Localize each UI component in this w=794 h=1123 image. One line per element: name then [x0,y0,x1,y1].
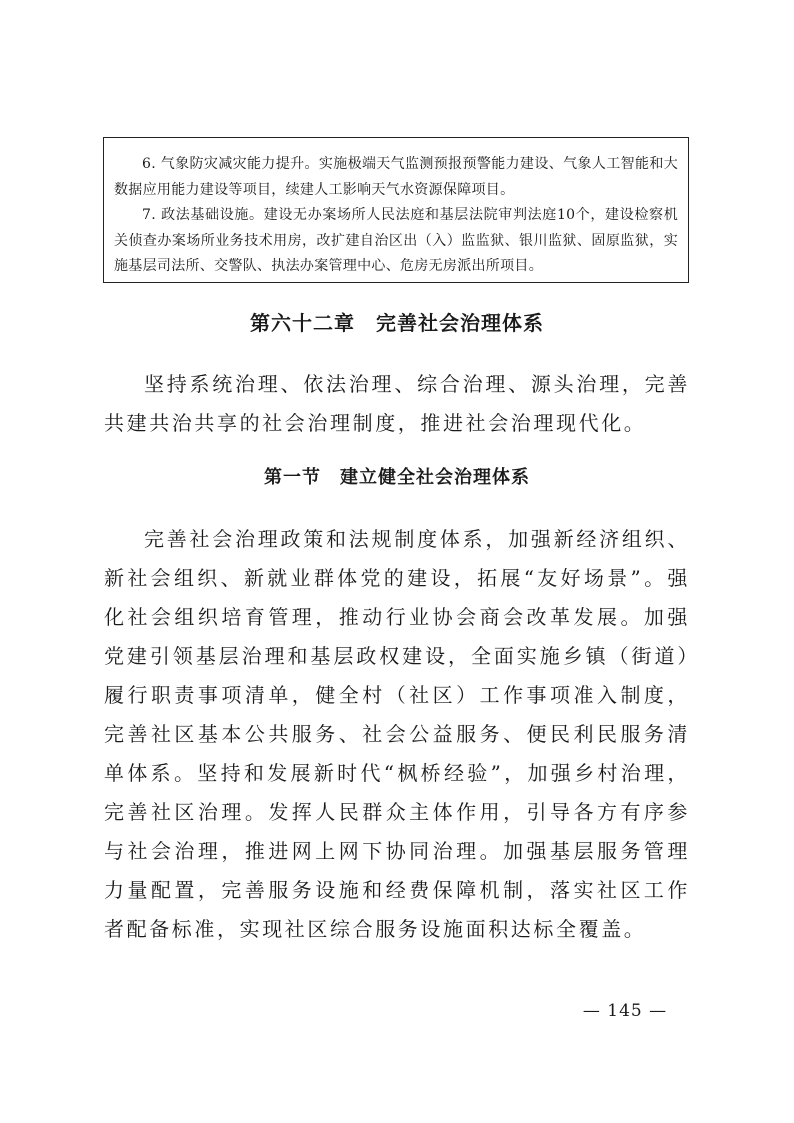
section-body-paragraph: 完善社会治理政策和法规制度体系，加强新经济组织、新社会组织、新就业群体党的建设，拓展“友好场景”。强化社会组织培育管理，推动行业协会商会改革发展。加强党建引领基层治理和基层政权建设，全面实施乡镇（街道）履行职责事项清单，健全村（社区）工作事项准入制度，完善社区基本公共服务、社会公益服务、便民利民服务清单体系。坚持和发展新时代“枫桥经验”，加强乡村治理，完善社区治理。发挥人民群众主体作用，引导各方有序参与社会治理，推进网上网下协同治理。加强基层服务管理力量配置，完善服务设施和经费保障机制，落实社区工作者配备标准，实现社区综合服务设施面积达标全覆盖。 [104,527,690,941]
chapter-intro-paragraph: 坚持系统治理、依法治理、综合治理、源头治理，完善共建共治共享的社会治理制度，推进社会治理现代化。 [104,372,690,435]
chapter-title: 第六十二章 完善社会治理体系 [250,311,544,335]
project-box [103,137,689,283]
box-item-6: 6. 气象防灾减灾能力提升。实施极端天气监测预报预警能力建设、气象人工智能和大数据应用能力建设等项目，续建人工影响天气水资源保障项目。 [114,156,678,198]
section-title: 第一节 建立健全社会治理体系 [264,467,530,488]
box-item-7: 7. 政法基础设施。建设无办案场所人民法庭和基层法院审判法庭10个，建设检察机关侦查办案场所业务技术用房，改扩建自治区出（入）监监狱、银川监狱、固原监狱，实施基层司法所、交警队、执法办案管理中心、危房无房派出所项目。 [114,207,678,274]
page-number: — 145 — [582,1001,668,1021]
